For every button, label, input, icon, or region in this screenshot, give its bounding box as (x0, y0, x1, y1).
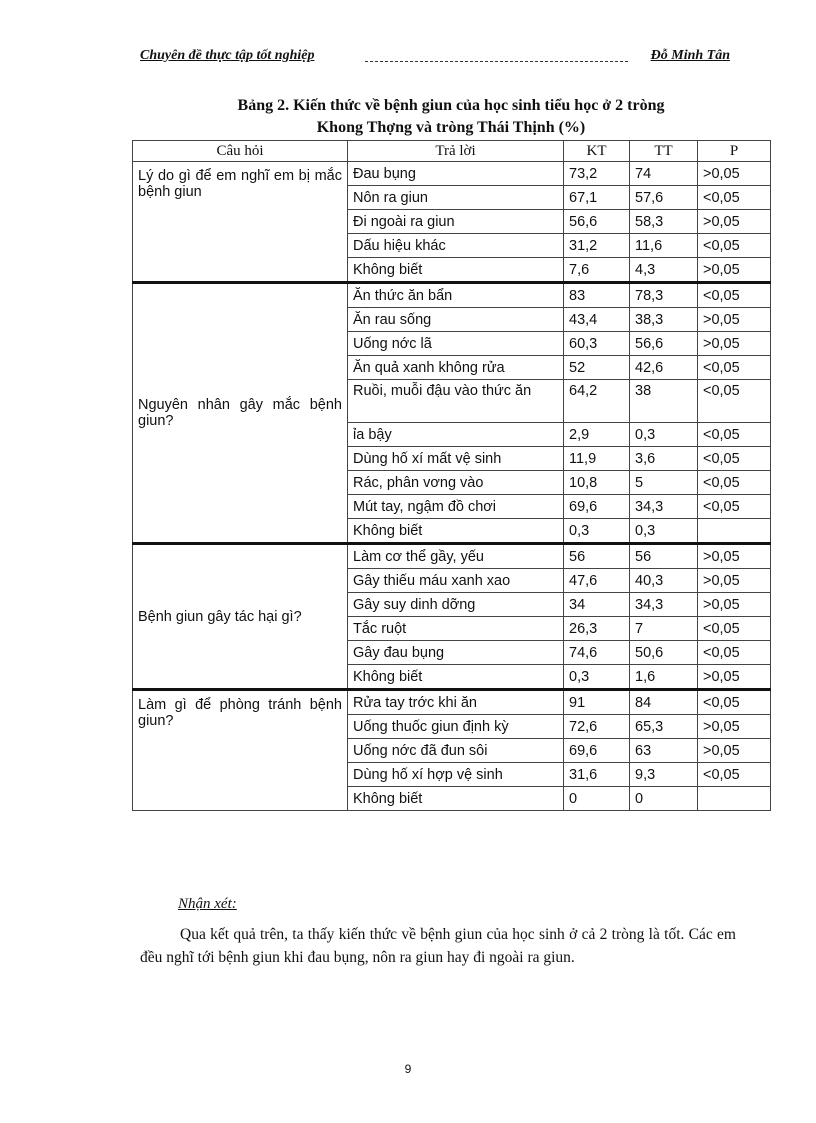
table-row (133, 162, 771, 186)
answer-cell: Mút tay, ngậm đồ chơi (348, 495, 564, 519)
answer-cell: Uống nớc đã đun sôi (348, 739, 564, 763)
p-value-cell: >0,05 (698, 258, 771, 283)
kt-cell: 56 (564, 544, 630, 569)
p-value-cell: <0,05 (698, 186, 771, 210)
p-value-cell: >0,05 (698, 544, 771, 569)
answer-cell: Không biết (348, 519, 564, 544)
tt-cell: 74 (630, 162, 698, 186)
question-cell: Nguyên nhân gây mắc bệnh giun? (133, 283, 348, 544)
answer-cell: Không biết (348, 787, 564, 811)
column-header: P (698, 141, 771, 162)
kt-cell: 7,6 (564, 258, 630, 283)
header-author: Đỗ Minh Tân (650, 48, 730, 63)
answer-cell: ỉa bậy (348, 423, 564, 447)
answer-cell: Đi ngoài ra giun (348, 210, 564, 234)
answer-cell: Ăn rau sống (348, 308, 564, 332)
kt-cell: 10,8 (564, 471, 630, 495)
remark-paragraph: Qua kết quả trên, ta thấy kiến thức về bệnh giun của học sinh ở cả 2 tròng là tốt. Các em đều nghĩ tới bệnh giun khi đau bụng, nôn ra giun hay đi ngoài ra giun. (140, 926, 736, 966)
question-cell: Bệnh giun gây tác hại gì? (133, 544, 348, 690)
kt-cell: 73,2 (564, 162, 630, 186)
answer-cell: Rác, phân vơng vào (348, 471, 564, 495)
table-row (133, 544, 771, 569)
kt-cell: 31,6 (564, 763, 630, 787)
tt-cell: 56,6 (630, 332, 698, 356)
tt-cell: 65,3 (630, 715, 698, 739)
tt-cell: 4,3 (630, 258, 698, 283)
p-value-cell: <0,05 (698, 763, 771, 787)
p-value-cell: >0,05 (698, 308, 771, 332)
table-header-row (133, 141, 771, 162)
tt-cell: 3,6 (630, 447, 698, 471)
kt-cell: 11,9 (564, 447, 630, 471)
tt-cell: 57,6 (630, 186, 698, 210)
tt-cell: 11,6 (630, 234, 698, 258)
kt-cell: 2,9 (564, 423, 630, 447)
tt-cell: 0,3 (630, 519, 698, 544)
answer-cell: Dấu hiệu khác (348, 234, 564, 258)
kt-cell: 72,6 (564, 715, 630, 739)
answer-cell: Tắc ruột (348, 617, 564, 641)
tt-cell: 34,3 (630, 593, 698, 617)
p-value-cell: >0,05 (698, 593, 771, 617)
kt-cell: 34 (564, 593, 630, 617)
tt-cell: 56 (630, 544, 698, 569)
tt-cell: 34,3 (630, 495, 698, 519)
table-row (133, 283, 771, 308)
p-value-cell: >0,05 (698, 665, 771, 690)
answer-cell: Không biết (348, 665, 564, 690)
kt-cell: 0 (564, 787, 630, 811)
tt-cell: 1,6 (630, 665, 698, 690)
kt-cell: 0,3 (564, 665, 630, 690)
p-value-cell: <0,05 (698, 283, 771, 308)
kt-cell: 52 (564, 356, 630, 380)
tt-cell: 63 (630, 739, 698, 763)
kt-cell: 47,6 (564, 569, 630, 593)
kt-cell: 0,3 (564, 519, 630, 544)
kt-cell: 69,6 (564, 495, 630, 519)
table-row (133, 690, 771, 715)
p-value-cell: <0,05 (698, 471, 771, 495)
answer-cell: Gây suy dinh dỡng (348, 593, 564, 617)
p-value-cell: >0,05 (698, 569, 771, 593)
tt-cell: 5 (630, 471, 698, 495)
tt-cell: 58,3 (630, 210, 698, 234)
table-body (133, 162, 771, 811)
p-value-cell: <0,05 (698, 447, 771, 471)
p-value-cell (698, 519, 771, 544)
kt-cell: 56,6 (564, 210, 630, 234)
p-value-cell: <0,05 (698, 495, 771, 519)
column-header: KT (564, 141, 630, 162)
answer-cell: Uống nớc lã (348, 332, 564, 356)
tt-cell: 50,6 (630, 641, 698, 665)
p-value-cell: >0,05 (698, 332, 771, 356)
answer-cell: Dùng hố xí hợp vệ sinh (348, 763, 564, 787)
p-value-cell: <0,05 (698, 617, 771, 641)
column-header: TT (630, 141, 698, 162)
table-title-line2: Khong Thợng và tròng Thái Thịnh (%) (316, 119, 586, 136)
running-header (140, 48, 738, 68)
kt-cell: 31,2 (564, 234, 630, 258)
page-number: 9 (404, 1062, 412, 1076)
tt-cell: 42,6 (630, 356, 698, 380)
answer-cell: Rửa tay trớc khi ăn (348, 690, 564, 715)
column-header: Trả lời (348, 141, 564, 162)
header-left-title: Chuyên đề thực tập tốt nghiệp (140, 48, 315, 63)
remark-label: Nhận xét: (178, 896, 237, 912)
p-value-cell: >0,05 (698, 739, 771, 763)
tt-cell: 38 (630, 380, 698, 423)
tt-cell: 9,3 (630, 763, 698, 787)
p-value-cell (698, 787, 771, 811)
p-value-cell: >0,05 (698, 715, 771, 739)
knowledge-table (132, 140, 771, 811)
answer-cell: Ăn quả xanh không rửa (348, 356, 564, 380)
answer-cell: Không biết (348, 258, 564, 283)
p-value-cell: <0,05 (698, 380, 771, 423)
kt-cell: 26,3 (564, 617, 630, 641)
p-value-cell: >0,05 (698, 210, 771, 234)
kt-cell: 67,1 (564, 186, 630, 210)
tt-cell: 40,3 (630, 569, 698, 593)
answer-cell: Gây đau bụng (348, 641, 564, 665)
kt-cell: 64,2 (564, 380, 630, 423)
tt-cell: 38,3 (630, 308, 698, 332)
tt-cell: 84 (630, 690, 698, 715)
question-cell: Làm gì để phòng tránh bệnh giun? (133, 690, 348, 811)
answer-cell: Nôn ra giun (348, 186, 564, 210)
kt-cell: 69,6 (564, 739, 630, 763)
table-title-line1: Bảng 2. Kiến thức về bệnh giun của học sinh tiểu học ở 2 tròng (237, 97, 665, 114)
p-value-cell: <0,05 (698, 356, 771, 380)
answer-cell: Dùng hố xí mất vệ sinh (348, 447, 564, 471)
question-cell: Lý do gì để em nghĩ em bị mắc bệnh giun (133, 162, 348, 283)
kt-cell: 83 (564, 283, 630, 308)
p-value-cell: <0,05 (698, 641, 771, 665)
kt-cell: 43,4 (564, 308, 630, 332)
tt-cell: 7 (630, 617, 698, 641)
answer-cell: Đau bụng (348, 162, 564, 186)
kt-cell: 60,3 (564, 332, 630, 356)
answer-cell: Ruồi, muỗi đậu vào thức ăn (348, 380, 564, 423)
answer-cell: Uống thuốc giun định kỳ (348, 715, 564, 739)
kt-cell: 91 (564, 690, 630, 715)
answer-cell: Gây thiếu máu xanh xao (348, 569, 564, 593)
answer-cell: Ăn thức ăn bẩn (348, 283, 564, 308)
column-header: Câu hỏi (133, 141, 348, 162)
tt-cell: 0,3 (630, 423, 698, 447)
tt-cell: 0 (630, 787, 698, 811)
p-value-cell: <0,05 (698, 234, 771, 258)
header-dotted-line (365, 61, 628, 62)
answer-cell: Làm cơ thể gầy, yếu (348, 544, 564, 569)
p-value-cell: <0,05 (698, 690, 771, 715)
kt-cell: 74,6 (564, 641, 630, 665)
p-value-cell: <0,05 (698, 423, 771, 447)
p-value-cell: >0,05 (698, 162, 771, 186)
tt-cell: 78,3 (630, 283, 698, 308)
